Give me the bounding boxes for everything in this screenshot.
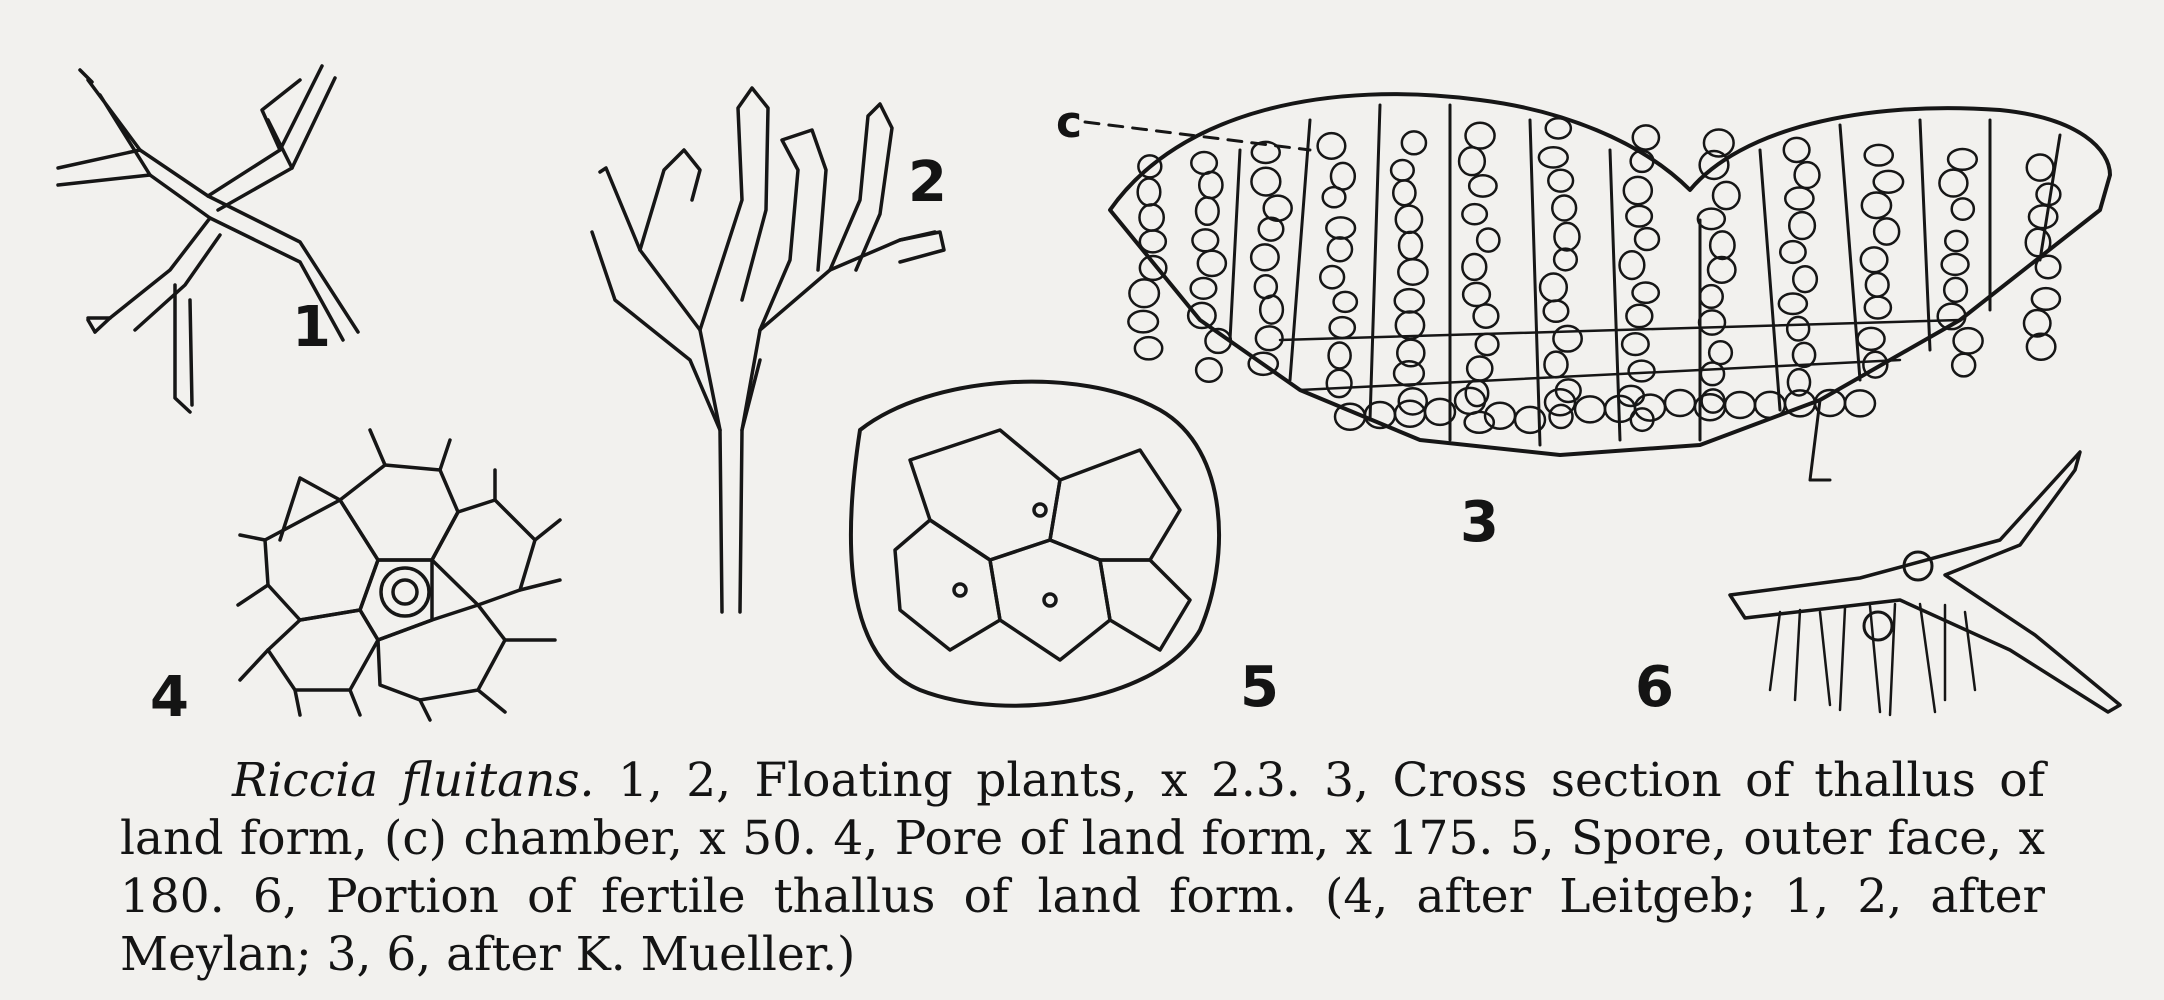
- figure-2-floating-plant: [592, 88, 944, 612]
- caption-text: 1, 2, Floating plants, x 2.3. 3, Cross section of thallus of land form, (c) chamber, x 50. 4, Pore of land form, x 175. 5, Spore, outer face, x 180. 6, Portion of fertile thallus of land form. (4, after Leitgeb; 1, 2, after Meylan; 3, 6, after K. Mueller.): [120, 753, 2045, 982]
- figure-4-number: 4: [150, 665, 189, 730]
- figure-6-number: 6: [1635, 655, 1674, 720]
- figure-3-number: 3: [1460, 490, 1499, 555]
- figure-4-pore-diagram: [238, 430, 560, 720]
- species-name: Riccia fluitans.: [232, 753, 595, 808]
- figure-1-floating-plant: [58, 66, 358, 412]
- figure-3-thallus-cross-section: [1085, 94, 2110, 480]
- chamber-label: c: [1056, 97, 1083, 148]
- figure-6-fertile-thallus: [1730, 452, 2120, 715]
- figure-2-number: 2: [908, 150, 947, 215]
- figure-1-number: 1: [292, 295, 331, 360]
- figure-5-spore-diagram: [851, 382, 1219, 706]
- figure-5-number: 5: [1240, 655, 1279, 720]
- figure-caption: [120, 752, 2045, 984]
